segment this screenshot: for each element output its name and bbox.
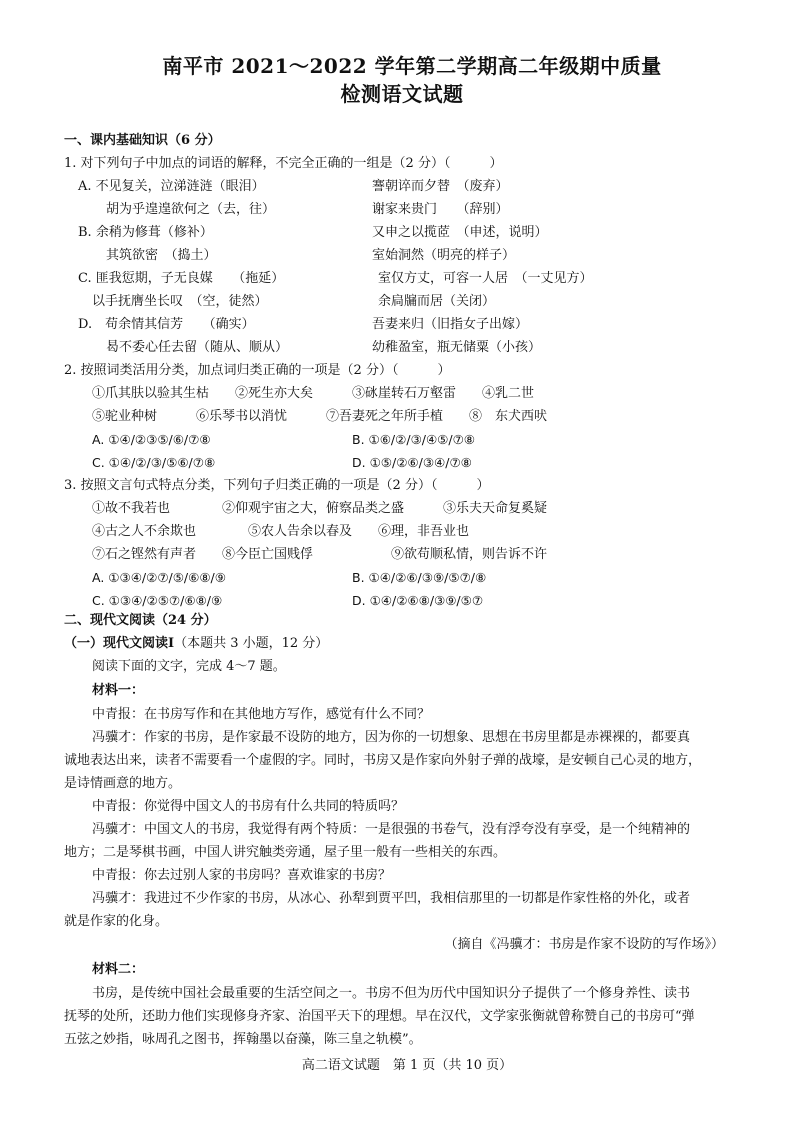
material2-line3: 五弦之妙指，咏周孔之图书，挥翰墨以奋藻，陈三皇之轨模”。: [64, 1032, 422, 1047]
q2-items-row1: ①爪其肤以验其生枯 ②死生亦大矣 ③砯崖转石万壑雷 ④乳二世: [92, 386, 535, 401]
material1-line8: 中青报：你去过别人家的书房吗？喜欢谁家的书房？: [92, 868, 392, 883]
q1-option-b-1: B. 余稍为修葺（修补）: [78, 225, 213, 240]
material2-line2: 抚琴的处所，还助力他们实现修身齐家、治国平天下的理想。早在汉代，文学家张衡就曾称赞自己的书房可“弹: [64, 1009, 695, 1024]
q3-stem: 3. 按照文言句式特点分类，下列句子归类正确的一项是（2 分）（ ）: [64, 478, 490, 493]
subsection-heading: （一）现代文阅读Ⅰ: [64, 636, 175, 651]
material2-line1: 书房，是传统中国社会最重要的生活空间之一。书房不但为历代中国知识分子提供了一个修身养性、读书: [92, 986, 691, 1001]
q2-option-c: C. ①④/②/③/⑤⑥/⑦⑧: [92, 455, 216, 470]
subsection-note: （本题共 3 小题，12 分）: [174, 636, 329, 651]
q3-items-row3: ⑦石之铿然有声者 ⑧今臣亡国贱俘 ⑨欲苟顺私情，则告诉不许: [92, 547, 548, 562]
q2-option-a: A. ①④/②③⑤/⑥/⑦⑧: [92, 432, 211, 447]
q1-option-b-4: 室始洞然（明亮的样子）: [372, 248, 516, 263]
q1-option-a-1: A. 不见复关，泣涕涟涟（眼泪）: [78, 179, 265, 194]
q1-option-c-1: C. 匪我愆期，子无良媒 （拖延）: [78, 271, 285, 286]
q3-option-a: A. ①③④/②⑦/⑤/⑥⑧/⑨: [92, 570, 226, 585]
q3-items-row2: ④古之人不余欺也 ⑤农人告余以春及 ⑥理，非吾业也: [92, 524, 470, 539]
q2-items-row2: ⑤驼业种树 ⑥乐琴书以消忧 ⑦吾妻死之年所手植 ⑧ 东犬西吠: [92, 409, 548, 424]
q2-stem: 2. 按照词类活用分类，加点词归类正确的一项是（2 分）（ ）: [64, 363, 451, 378]
material1-line5: 中青报：你觉得中国文人的书房有什么共同的特质吗？: [92, 799, 405, 814]
material1-label: 材料一：: [92, 683, 145, 698]
q1-option-c-2: 以手抚膺坐长叹 （空，徒然）: [92, 294, 268, 309]
material1-line4: 是诗情画意的地方。: [64, 776, 182, 791]
exam-title-line1: 南平市 2021～2022 学年第二学期高二年级期中质量: [162, 54, 662, 78]
section1-heading: 一、课内基础知识（6 分）: [64, 133, 221, 148]
q1-option-a-2: 胡为乎遑遑欲何之（去，往）: [106, 202, 276, 217]
q3-items-row1: ①故不我若也 ②仰观宇宙之大，俯察品类之盛 ③乐夫天命复奚疑: [92, 501, 548, 516]
material2-label: 材料二：: [92, 962, 145, 977]
q1-option-a-4: 谢家来贵门 （辞别）: [372, 202, 509, 217]
material1-line2: 冯骥才：作家的书房，是作家最不设防的地方，因为你的一切想象、思想在书房里都是赤裸裸的，都要真: [92, 730, 691, 745]
material1-line6: 冯骥才：中国文人的书房，我觉得有两个特质：一是很强的书卷气，没有浮夸没有享受，是一个纯精神的: [92, 822, 691, 837]
q1-option-b-3: 又申之以揽茝 （申述，说明）: [372, 225, 548, 240]
subsection-heading-line: [64, 635, 328, 653]
q3-option-d: D. ①④/②⑥⑧/③⑨/⑤⑦: [352, 593, 484, 608]
section2-heading: 二、现代文阅读（24 分）: [64, 613, 217, 628]
q1-option-a-3: 謇朝谇而夕替 （废弃）: [372, 179, 509, 194]
material1-line7: 地方；二是琴棋书画，中国人讲究触类旁通，屋子里一般有一些相关的东西。: [64, 845, 507, 860]
q1-option-b-2: 其筑欲密 （捣土）: [106, 248, 217, 263]
page-footer: 高二语文试题 第 1 页（共 10 页）: [301, 1058, 513, 1073]
material1-source: （摘自《冯骥才：书房是作家不设防的写作场》）: [444, 937, 724, 952]
q1-stem: 1. 对下列句子中加点的词语的解释，不完全正确的一组是（2 分）（ ）: [64, 156, 503, 171]
q1-option-d-2: 曷不委心任去留（随从、顺从）: [106, 340, 289, 355]
reading-instruction: 阅读下面的文字，完成 4～7 题。: [92, 659, 286, 674]
q1-option-c-3: 室仅方丈，可容一人居 （一丈见方）: [378, 271, 593, 286]
q1-option-d-3: 吾妻来归（旧指女子出嫁）: [372, 317, 529, 332]
material1-line1: 中青报：在书房写作和在其他地方写作，感觉有什么不同？: [92, 707, 431, 722]
q3-option-c: C. ①③④/②⑤⑦/⑥⑧/⑨: [92, 593, 223, 608]
q1-option-d-4: 幼稚盈室，瓶无储粟（小孩）: [372, 340, 542, 355]
q2-option-b: B. ①⑥/②/③/④⑤/⑦⑧: [352, 432, 476, 447]
material1-line3: 诚地表达出来，读者不需要看一个虚假的字。同时，书房又是作家向外射子弹的战壕，是安顿自己心灵的地方，: [64, 753, 702, 768]
q1-option-c-4: 余扃牖而居（关闭）: [378, 294, 496, 309]
exam-title-line2: 检测语文试题: [340, 82, 464, 106]
q2-option-d: D. ①⑤/②⑥/③④/⑦⑧: [352, 455, 472, 470]
material1-line10: 就是作家的化身。: [64, 914, 169, 929]
material1-line9: 冯骥才：我进过不少作家的书房，从冰心、孙犁到贾平凹，我相信那里的一切都是作家性格的外化，或者: [92, 891, 691, 906]
q1-option-d-1: D. 苟余情其信芳 （确实）: [78, 317, 255, 332]
q3-option-b: B. ①④/②⑥/③⑨/⑤⑦/⑧: [352, 570, 487, 585]
